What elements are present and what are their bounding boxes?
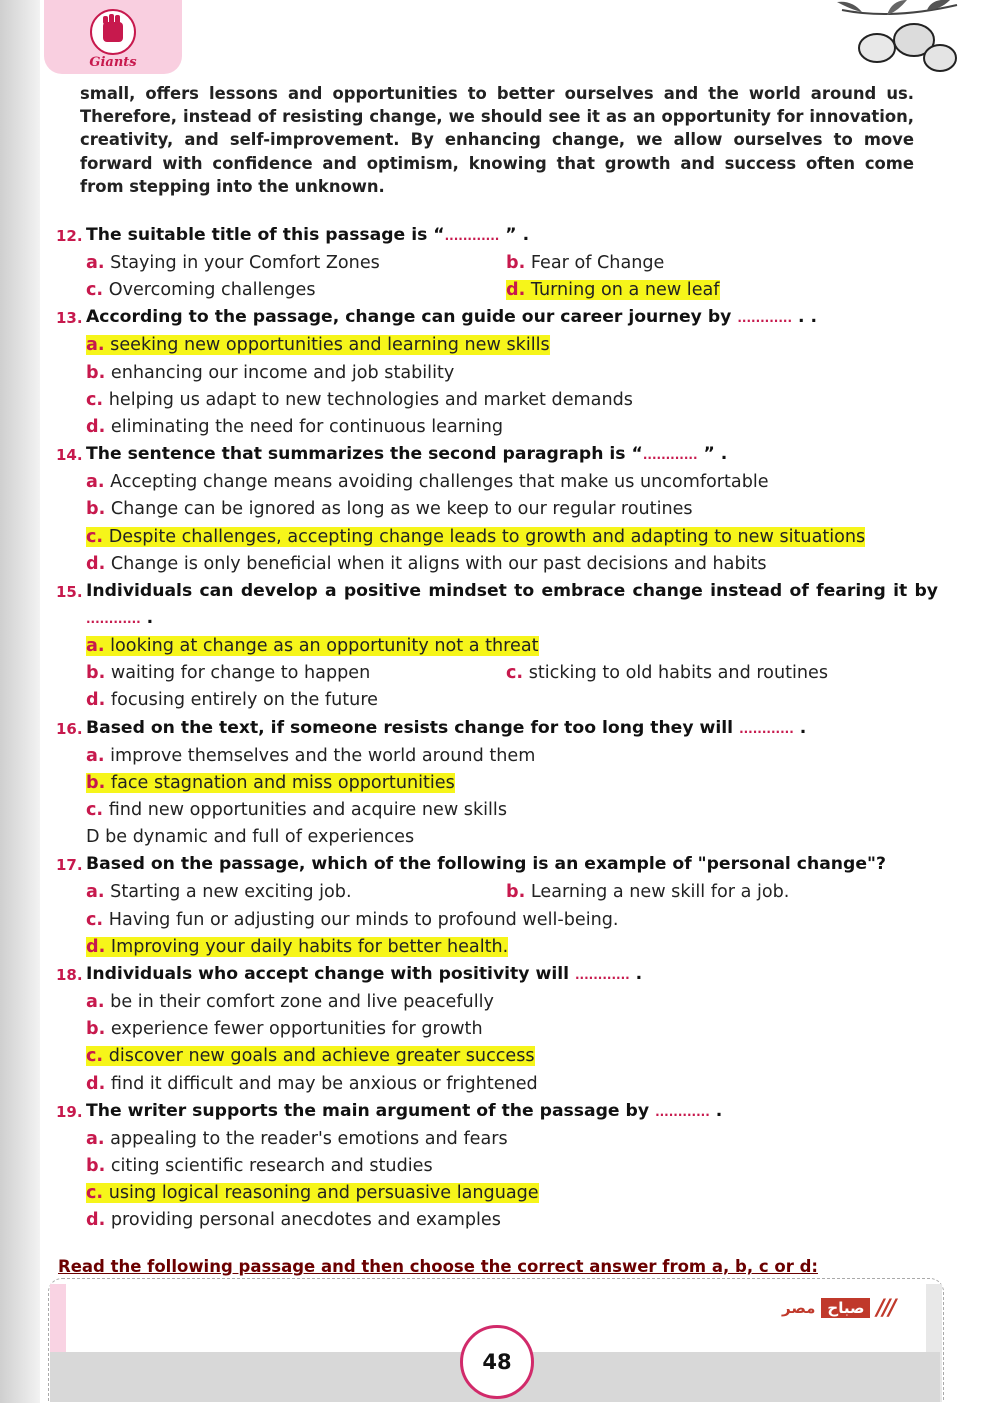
option-text: looking at change as an opportunity not a threat — [110, 636, 539, 657]
option-row — [56, 797, 938, 824]
option-text: eliminating the need for continuous learning — [110, 417, 504, 438]
option-c[interactable] — [86, 277, 506, 304]
page-margin-band — [0, 0, 40, 1403]
option-content — [86, 827, 414, 847]
option-b[interactable] — [86, 360, 938, 387]
option-letter: c. — [86, 800, 104, 821]
option-text: Change is only beneficial when it aligns with our past decisions and habits — [110, 553, 767, 574]
option-row — [56, 277, 938, 304]
brand-slashes-icon: /// — [876, 1295, 895, 1321]
option-c[interactable] — [86, 797, 938, 824]
option-letter: a. — [86, 992, 105, 1013]
option-row — [56, 743, 938, 770]
option-row — [56, 1207, 938, 1234]
option-letter: d. — [86, 553, 106, 574]
answer-blank: ............ — [575, 968, 630, 983]
option-row — [56, 934, 938, 961]
answer-blank: ............ — [86, 612, 141, 627]
option-text: focusing entirely on the future — [110, 690, 378, 711]
option-letter: c. — [86, 389, 104, 410]
option-letter: a. — [86, 636, 105, 657]
option-text: enhancing our income and job stability — [110, 362, 455, 383]
option-a[interactable] — [86, 250, 506, 277]
option-letter: a. — [86, 882, 105, 903]
option-text: waiting for change to happen — [110, 663, 371, 684]
option-b[interactable] — [86, 1153, 938, 1180]
option-c[interactable] — [86, 524, 938, 551]
option-letter: c. — [86, 1046, 104, 1067]
option-d[interactable] — [86, 687, 938, 714]
option-d[interactable] — [86, 414, 938, 441]
question-16 — [56, 715, 938, 743]
option-row — [56, 907, 938, 934]
option-row — [56, 524, 938, 551]
option-d[interactable] — [506, 277, 938, 304]
option-content — [86, 690, 378, 710]
option-content — [86, 253, 380, 273]
option-letter: d. — [86, 1073, 106, 1094]
question-text — [86, 578, 938, 633]
option-row — [56, 1043, 938, 1070]
option-letter: b. — [506, 882, 526, 903]
option-c[interactable] — [86, 387, 938, 414]
option-a[interactable] — [86, 743, 938, 770]
answer-blank: ............ — [737, 311, 793, 326]
question-stem: The sentence that summarizes the second paragraph is “ — [86, 444, 643, 465]
option-a[interactable] — [86, 879, 506, 906]
option-letter: b. — [86, 1156, 106, 1177]
question-text — [86, 715, 938, 743]
option-content — [86, 472, 769, 492]
option-text: Turning on a new leaf — [530, 280, 720, 301]
option-letter: d. — [506, 280, 526, 301]
highlighted-answer — [86, 335, 550, 355]
option-row — [56, 633, 938, 660]
highlighted-answer — [86, 937, 508, 957]
question-list — [56, 222, 938, 1235]
highlighted-answer — [86, 1046, 535, 1066]
option-text: Having fun or adjusting our minds to profound well-being. — [108, 909, 619, 930]
option-text: improve themselves and the world around them — [110, 745, 536, 766]
option-c[interactable] — [506, 660, 938, 687]
option-b[interactable] — [86, 660, 506, 687]
option-row — [56, 387, 938, 414]
option-a[interactable] — [86, 1126, 938, 1153]
question-stem-end: . . — [792, 307, 818, 328]
option-d[interactable] — [86, 551, 938, 578]
option-content — [86, 663, 370, 683]
option-row — [56, 1153, 938, 1180]
option-text: Despite challenges, accepting change leads to growth and adapting to new situations — [108, 526, 866, 547]
question-number: 16. — [56, 719, 83, 738]
option-a[interactable] — [86, 469, 938, 496]
option-letter: b. — [86, 499, 106, 520]
option-d[interactable] — [86, 824, 938, 851]
option-content — [506, 663, 828, 683]
option-row — [56, 469, 938, 496]
question-stem-end: . — [140, 608, 154, 629]
option-row — [56, 496, 938, 523]
option-b[interactable] — [506, 879, 938, 906]
option-text: face stagnation and miss opportunities — [110, 772, 455, 793]
option-content — [86, 499, 693, 519]
option-letter: a. — [86, 1128, 105, 1149]
option-text: Improving your daily habits for better health. — [110, 936, 509, 957]
question-text — [86, 222, 938, 250]
option-letter: d. — [86, 690, 106, 711]
option-text: sticking to old habits and routines — [528, 663, 829, 684]
option-text: Overcoming challenges — [108, 280, 316, 301]
page-number: 48 — [460, 1325, 534, 1399]
question-number: 14. — [56, 446, 83, 465]
option-text: D be dynamic and full of experiences — [86, 827, 415, 848]
option-b[interactable] — [86, 496, 938, 523]
option-row — [56, 1180, 938, 1207]
option-content — [86, 390, 633, 410]
option-text: appealing to the reader's emotions and fears — [110, 1128, 508, 1149]
question-stem-end: ” . — [697, 444, 728, 465]
option-content — [86, 1129, 508, 1149]
question-15 — [56, 578, 938, 633]
question-text — [86, 1098, 938, 1126]
option-c[interactable] — [86, 907, 938, 934]
question-number: 19. — [56, 1102, 83, 1121]
option-letter: a. — [86, 745, 105, 766]
question-stem: Based on the passage, which of the following is an example of "personal change"? — [86, 854, 886, 875]
question-12 — [56, 222, 938, 250]
highlighted-answer — [86, 773, 455, 793]
option-letter: c. — [86, 909, 104, 930]
option-c[interactable] — [86, 1180, 938, 1207]
option-c[interactable] — [86, 1043, 938, 1070]
option-text: Change can be ignored as long as we keep to our regular routines — [110, 499, 693, 520]
question-number: 17. — [56, 856, 83, 875]
option-text: seeking new opportunities and learning new skills — [110, 335, 550, 356]
option-text: citing scientific research and studies — [110, 1156, 433, 1177]
answer-blank: ............ — [655, 1104, 710, 1119]
option-b[interactable] — [86, 1016, 938, 1043]
option-row — [56, 414, 938, 441]
option-text: Learning a new skill for a job. — [530, 882, 790, 903]
highlighted-answer — [506, 280, 720, 300]
option-text: Fear of Change — [530, 253, 665, 273]
option-letter: b. — [86, 772, 106, 793]
highlighted-answer — [86, 636, 539, 656]
option-content — [86, 1210, 501, 1230]
option-row — [56, 687, 938, 714]
option-letter: c. — [86, 280, 104, 301]
option-a[interactable] — [86, 633, 938, 660]
option-row — [56, 1126, 938, 1153]
option-letter: c. — [86, 526, 104, 547]
question-14 — [56, 441, 938, 469]
sabah-masr-brand — [782, 1294, 895, 1322]
option-content — [86, 280, 316, 300]
answer-blank: ............ — [739, 721, 794, 736]
question-stem: The writer supports the main argument of the passage by — [86, 1100, 656, 1121]
fist-logo-icon — [53, 2, 173, 72]
brand-word-sabah: صباح — [821, 1298, 870, 1318]
highlighted-answer — [86, 527, 865, 547]
option-content — [86, 1074, 538, 1094]
question-text — [86, 961, 938, 989]
option-text: Accepting change means avoiding challenges that make us uncomfortable — [110, 472, 769, 493]
option-row — [56, 332, 938, 359]
question-stem: Individuals who accept change with positivity will — [86, 964, 575, 985]
option-a[interactable] — [86, 989, 938, 1016]
option-content — [506, 882, 789, 902]
option-letter: d. — [86, 1210, 106, 1231]
question-18 — [56, 961, 938, 989]
option-content — [86, 1156, 433, 1176]
option-content — [86, 417, 503, 437]
question-number: 15. — [56, 583, 83, 602]
option-content — [86, 363, 454, 383]
answer-blank: ............ — [444, 229, 500, 243]
option-letter: b. — [86, 663, 106, 684]
option-content — [86, 800, 507, 820]
option-text: using logical reasoning and persuasive language — [108, 1183, 539, 1204]
option-letter: c. — [86, 1183, 104, 1204]
question-stem: The suitable title of this passage is “ — [86, 225, 445, 245]
option-row — [56, 551, 938, 578]
option-row — [56, 770, 938, 797]
question-text — [86, 441, 938, 469]
option-letter: b. — [506, 253, 526, 273]
highlighted-answer — [86, 1183, 539, 1203]
logo-text: Giants — [89, 55, 137, 70]
option-b[interactable] — [86, 770, 938, 797]
option-a[interactable] — [86, 332, 938, 359]
option-content — [86, 992, 494, 1012]
question-19 — [56, 1098, 938, 1126]
question-stem-end: . — [709, 1100, 723, 1121]
option-row — [56, 879, 938, 906]
question-text — [86, 304, 938, 332]
brand-word-masr: مصر — [782, 1299, 816, 1317]
option-content — [86, 882, 352, 902]
option-row — [56, 360, 938, 387]
option-row — [56, 660, 938, 687]
option-row — [56, 824, 938, 851]
giants-logo — [44, 0, 182, 74]
question-stem-end: . — [629, 964, 643, 985]
option-content — [86, 910, 619, 930]
question-number: 18. — [56, 966, 83, 985]
option-content — [86, 554, 767, 574]
option-d[interactable] — [86, 1207, 938, 1234]
option-d[interactable] — [86, 1071, 938, 1098]
option-text: be in their comfort zone and live peacefully — [110, 992, 494, 1013]
option-text: find new opportunities and acquire new skills — [108, 800, 507, 821]
option-b[interactable] — [506, 250, 938, 277]
option-text: providing personal anecdotes and examples — [110, 1210, 501, 1231]
option-letter: b. — [86, 362, 106, 383]
question-text — [86, 851, 938, 879]
option-row — [56, 250, 938, 277]
option-text: helping us adapt to new technologies and market demands — [108, 389, 633, 410]
question-stem: Based on the text, if someone resists change for too long they will — [86, 717, 740, 738]
option-row — [56, 1016, 938, 1043]
olive-branch-icon — [832, 0, 962, 80]
question-17 — [56, 851, 938, 879]
option-row — [56, 989, 938, 1016]
next-passage-instruction: Read the following passage and then choose the correct answer from a, b, c or d: — [58, 1257, 818, 1276]
question-stem-end: ” . — [499, 225, 530, 245]
option-row — [56, 1071, 938, 1098]
option-content — [86, 746, 535, 766]
option-content — [86, 1019, 483, 1039]
option-text: find it difficult and may be anxious or frightened — [110, 1073, 538, 1094]
answer-blank: ............ — [642, 448, 698, 463]
reading-passage: small, offers lessons and opportunities to better ourselves and the world around us. Therefore, instead of resisting change, we should see it as an opportunity for innovation, creativity, and self-improvement. By enhancing change, we allow ourselves to move forward with confidence and optimism, knowing that growth and success often come from stepping into the unknown. — [80, 84, 914, 196]
option-letter: a. — [86, 253, 105, 273]
option-text: discover new goals and achieve greater success — [108, 1046, 535, 1067]
question-number: 13. — [56, 309, 83, 328]
option-d[interactable] — [86, 934, 938, 961]
option-letter: b. — [86, 1019, 106, 1040]
option-text: Staying in your Comfort Zones — [110, 253, 380, 273]
option-letter: a. — [86, 335, 105, 356]
option-text: Starting a new exciting job. — [110, 882, 352, 903]
option-letter: d. — [86, 936, 106, 957]
option-letter: a. — [86, 472, 105, 493]
option-content — [506, 253, 664, 273]
question-stem: Individuals can develop a positive mindset to embrace change instead of fearing it by — [86, 581, 938, 602]
question-stem-end: . — [793, 717, 807, 738]
question-13 — [56, 304, 938, 332]
option-text: experience fewer opportunities for growth — [110, 1019, 483, 1040]
question-number: 12. — [56, 227, 83, 245]
option-letter: c. — [506, 663, 524, 684]
option-letter: d. — [86, 417, 106, 438]
question-stem: According to the passage, change can guide our career journey by — [86, 307, 738, 328]
